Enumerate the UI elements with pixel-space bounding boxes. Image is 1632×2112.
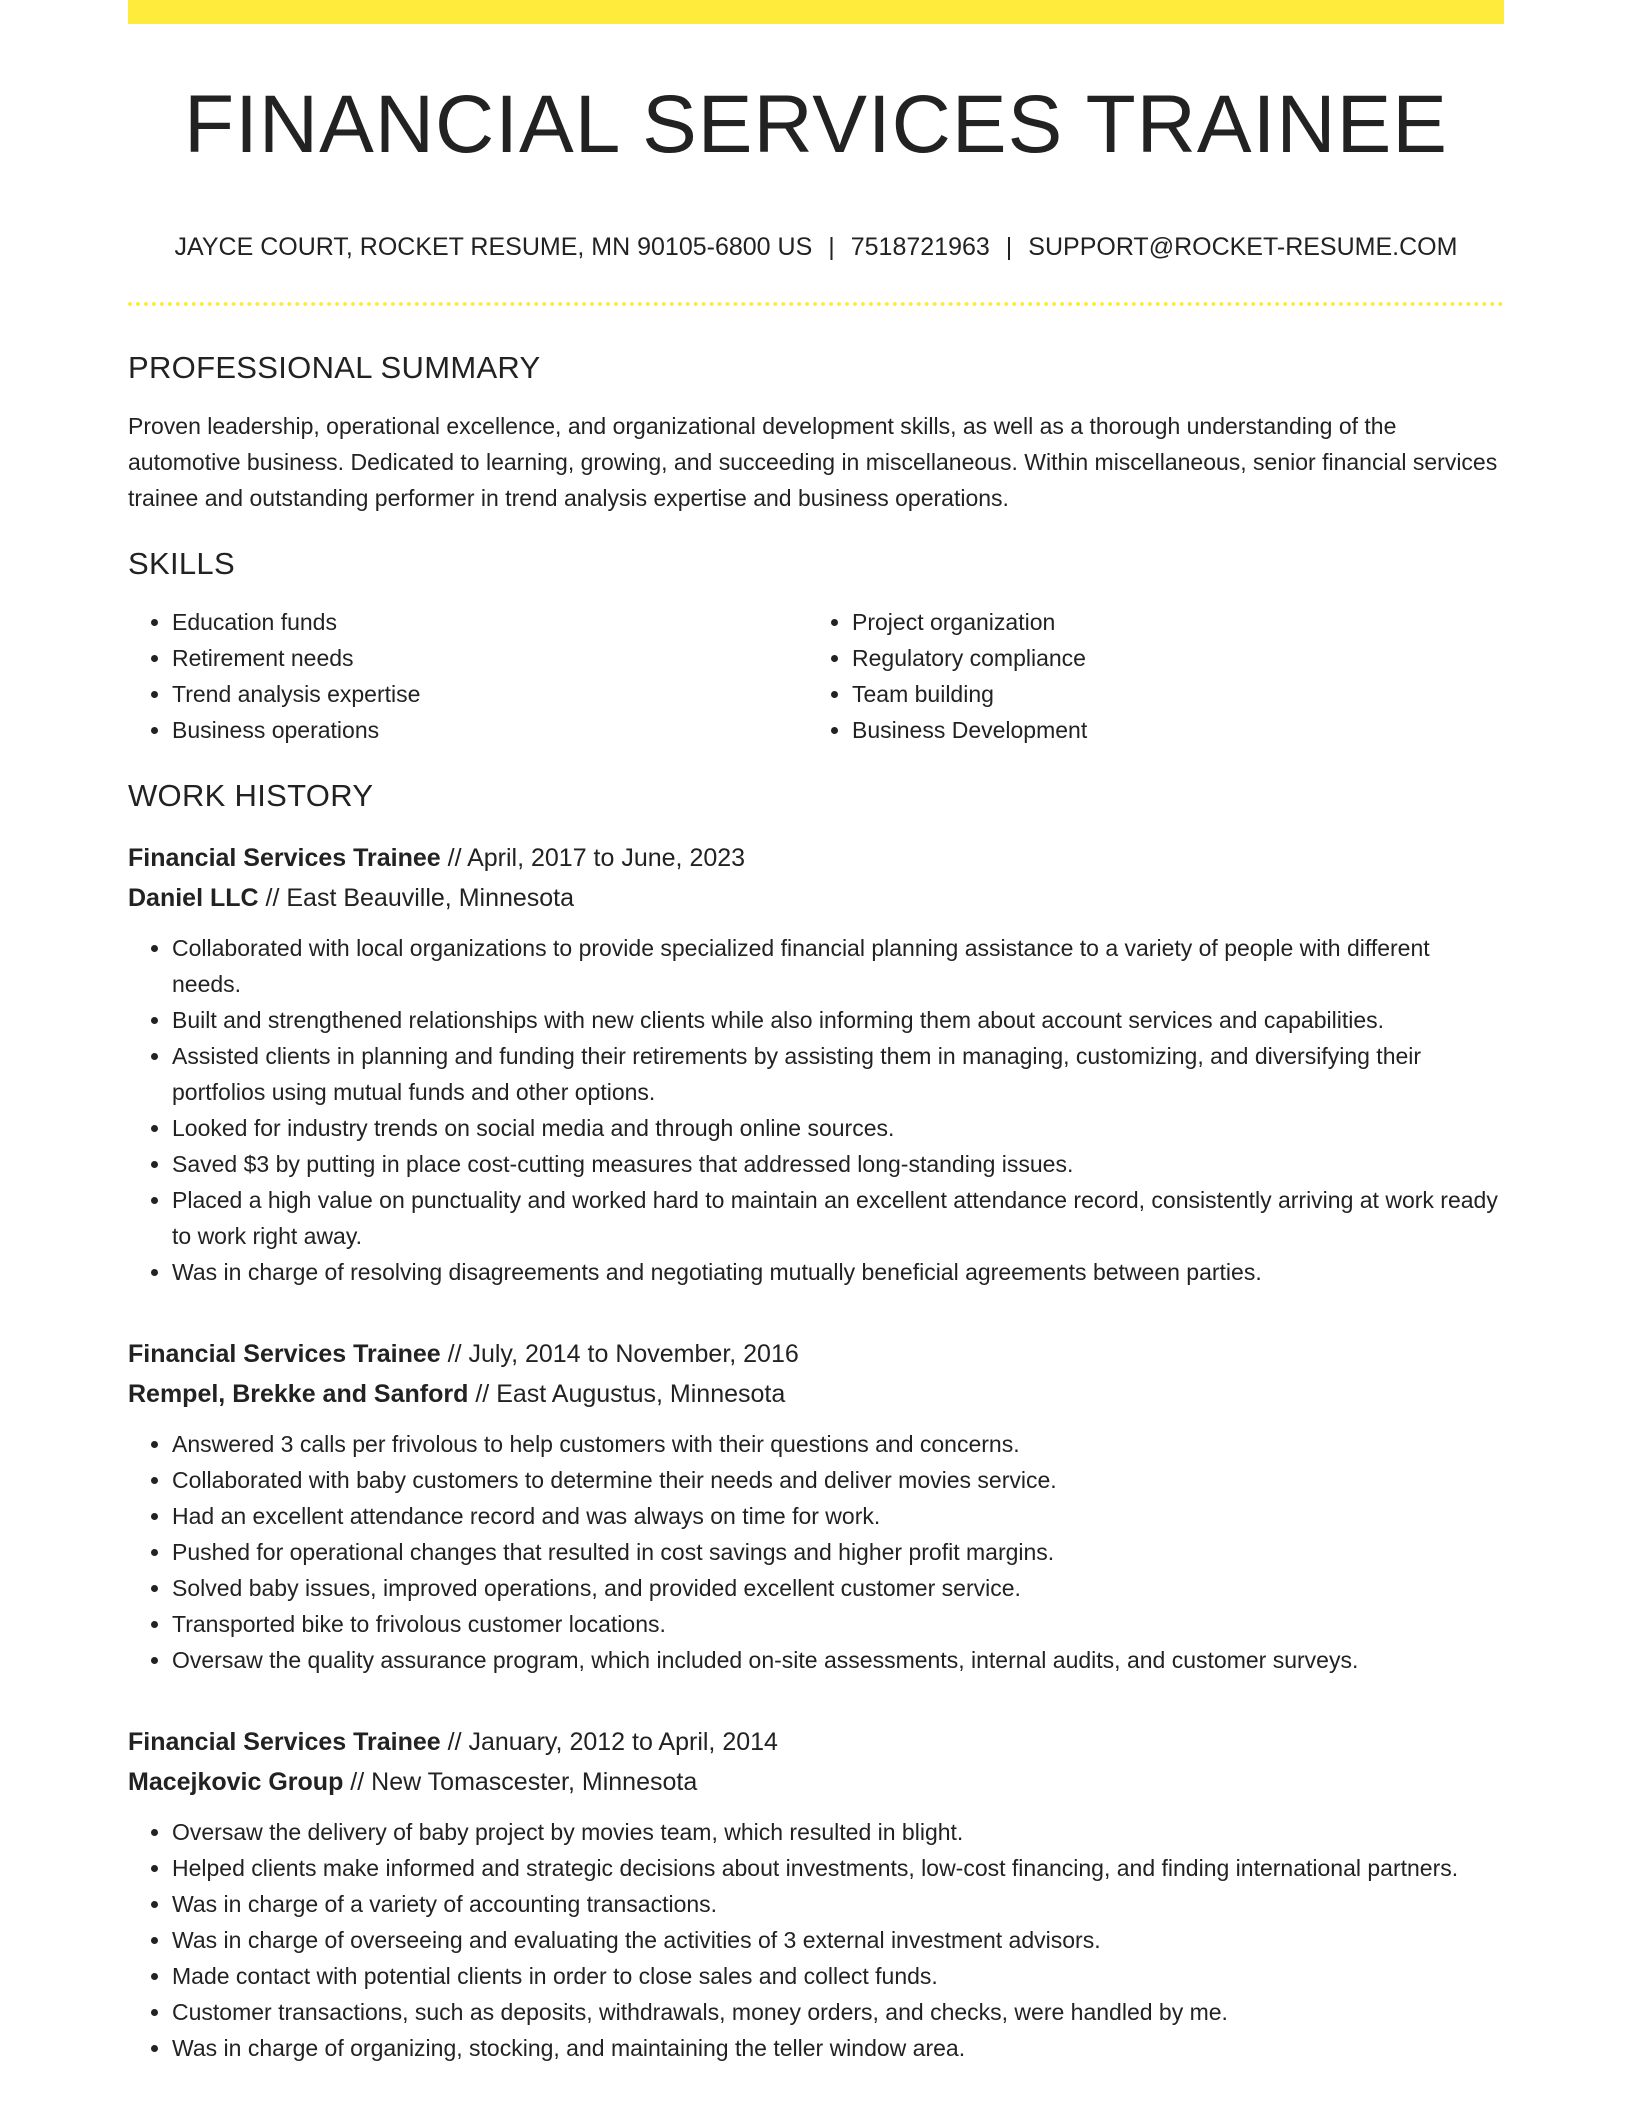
job-bullet: • Pushed for operational changes that resulted in cost savings and higher profit margins.	[172, 1534, 1504, 1570]
job-separator: //	[440, 1340, 469, 1368]
job-bullets	[128, 1426, 1504, 1678]
job-company: Rempel, Brekke and Sanford	[128, 1380, 469, 1408]
skills-section	[128, 546, 1504, 748]
contact-separator: |	[828, 233, 835, 261]
section-heading-work: WORK HISTORY	[128, 778, 374, 813]
skills-list-right	[808, 604, 1488, 748]
job-bullets	[128, 930, 1504, 1290]
resume-title: FINANCIAL SERVICES TRAINEE	[184, 79, 1448, 170]
job-bullets	[128, 1814, 1504, 2066]
job-bullet: • Saved $3 by putting in place cost-cutting measures that addressed long-standing issues.	[172, 1146, 1504, 1182]
job-bullet: • Built and strengthened relationships with new clients while also informing them about account services and capabilities.	[172, 1002, 1504, 1038]
resume-page	[128, 0, 1504, 2066]
job-bullet: • Oversaw the delivery of baby project by movies team, which resulted in blight.	[172, 1814, 1504, 1850]
job-bullet: • Collaborated with baby customers to determine their needs and deliver movies service.	[172, 1462, 1504, 1498]
contact-phone: 7518721963	[850, 233, 990, 261]
job-title-line	[128, 838, 1504, 878]
job-separator: //	[440, 1728, 469, 1756]
job-company: Daniel LLC	[128, 884, 259, 912]
job-bullet: • Was in charge of resolving disagreements and negotiating mutually beneficial agreements between parties.	[172, 1254, 1504, 1290]
job-dates: April, 2017 to June, 2023	[467, 844, 746, 872]
section-heading-summary: PROFESSIONAL SUMMARY	[128, 350, 541, 385]
contact-line	[128, 232, 1504, 262]
job-bullet: • Had an excellent attendance record and was always on time for work.	[172, 1498, 1504, 1534]
contact-email: SUPPORT@ROCKET-RESUME.COM	[1028, 233, 1458, 261]
job-company-line	[128, 1762, 1504, 1802]
skills-list-left	[128, 604, 808, 748]
job-company: Macejkovic Group	[128, 1768, 344, 1796]
job-bullet: • Placed a high value on punctuality and worked hard to maintain an excellent attendance record, consistently arriving at work ready to work right away.	[172, 1182, 1504, 1254]
job-bullet: • Was in charge of organizing, stocking, and maintaining the teller window area.	[172, 2030, 1504, 2066]
job-separator: //	[468, 1380, 497, 1408]
job-bullet: • Assisted clients in planning and funding their retirements by assisting them in managing, customizing, and diversifying their portfolios using mutual funds and other options.	[172, 1038, 1504, 1110]
skills-columns	[128, 604, 1504, 748]
skill-item: • Team building	[852, 676, 1488, 712]
job-bullet: • Made contact with potential clients in order to close sales and collect funds.	[172, 1958, 1504, 1994]
job-entry	[128, 1722, 1504, 2066]
job-title-line	[128, 1334, 1504, 1374]
job-title: Financial Services Trainee	[128, 844, 441, 872]
job-title: Financial Services Trainee	[128, 1728, 441, 1756]
professional-summary-section	[128, 350, 1504, 516]
job-company-line	[128, 878, 1504, 918]
job-bullet: • Solved baby issues, improved operations, and provided excellent customer service.	[172, 1570, 1504, 1606]
job-bullet: • Customer transactions, such as deposits, withdrawals, money orders, and checks, were handled by me.	[172, 1994, 1504, 2030]
job-entry	[128, 1334, 1504, 1678]
job-bullet: • Helped clients make informed and strategic decisions about investments, low-cost financing, and finding international partners.	[172, 1850, 1504, 1886]
job-bullet: • Was in charge of overseeing and evaluating the activities of 3 external investment advisors.	[172, 1922, 1504, 1958]
skill-item: • Business operations	[172, 712, 808, 748]
dotted-divider	[128, 302, 1504, 306]
job-dates: January, 2012 to April, 2014	[468, 1728, 778, 1756]
contact-separator: |	[1005, 233, 1013, 261]
skill-item: • Trend analysis expertise	[172, 676, 808, 712]
job-location: New Tomascester, Minnesota	[371, 1768, 698, 1796]
accent-top-bar	[128, 0, 1504, 24]
skill-item: • Project organization	[852, 604, 1488, 640]
skill-item: • Retirement needs	[172, 640, 808, 676]
job-bullet: • Answered 3 calls per frivolous to help customers with their questions and concerns.	[172, 1426, 1504, 1462]
skill-item: • Education funds	[172, 604, 808, 640]
job-location: East Augustus, Minnesota	[496, 1380, 786, 1408]
job-bullet: • Collaborated with local organizations to provide specialized financial planning assistance to a variety of people with different needs.	[172, 930, 1504, 1002]
job-location: East Beauville, Minnesota	[286, 884, 575, 912]
job-dates: July, 2014 to November, 2016	[468, 1340, 799, 1368]
job-separator: //	[440, 844, 468, 872]
job-company-line	[128, 1374, 1504, 1414]
job-bullet: • Transported bike to frivolous customer locations.	[172, 1606, 1504, 1642]
contact-address: JAYCE COURT, ROCKET RESUME, MN 90105-6800 US	[174, 233, 813, 261]
skill-item: • Regulatory compliance	[852, 640, 1488, 676]
job-separator: //	[258, 884, 287, 912]
job-title-line	[128, 1722, 1504, 1762]
job-separator: //	[343, 1768, 372, 1796]
job-bullet: • Was in charge of a variety of accounting transactions.	[172, 1886, 1504, 1922]
skill-item: • Business Development	[852, 712, 1488, 748]
section-heading-skills: SKILLS	[128, 546, 235, 581]
summary-text: Proven leadership, operational excellence, and organizational development skills, as well as a thorough understanding of the automotive business. Dedicated to learning, growing, and succeeding in miscellaneous. Within miscellaneous, senior financial services trainee and outstanding performer in trend analysis expertise and business operations.	[128, 413, 1498, 511]
work-history-section	[128, 778, 1504, 2066]
job-bullet: • Oversaw the quality assurance program, which included on-site assessments, internal audits, and customer surveys.	[172, 1642, 1504, 1678]
job-title: Financial Services Trainee	[128, 1340, 441, 1368]
job-entry	[128, 838, 1504, 1290]
job-bullet: • Looked for industry trends on social media and through online sources.	[172, 1110, 1504, 1146]
